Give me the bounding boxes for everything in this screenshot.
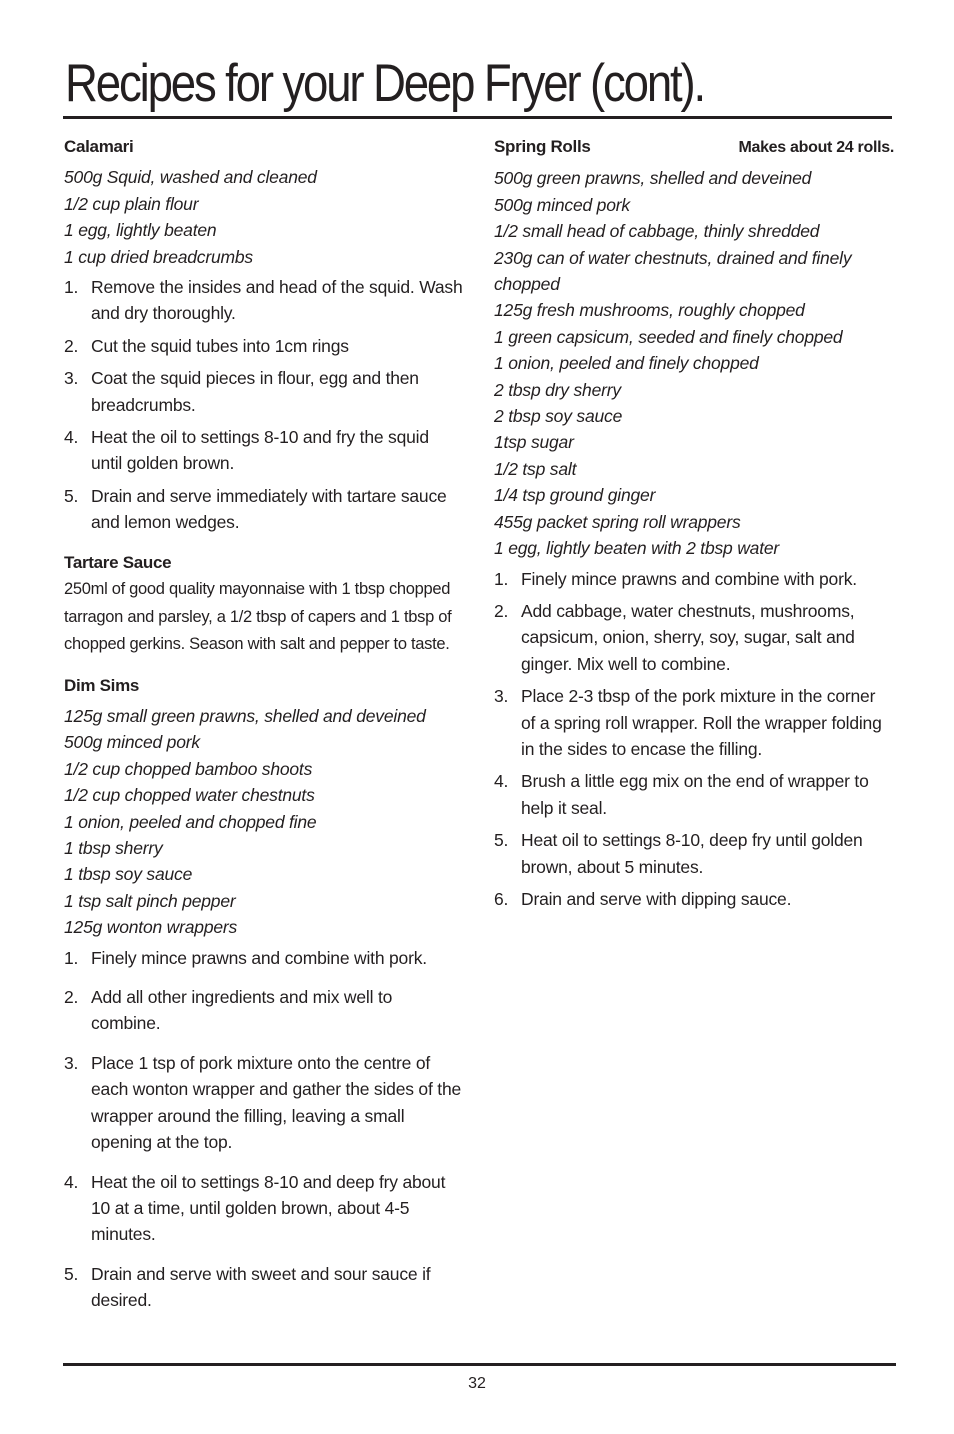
ingredient-item: 1 onion, peeled and finely chopped [494,353,759,374]
step-item: 1. Finely mince prawns and combine with pork. [64,947,427,968]
ingredient-item: 1tsp sugar [494,432,574,453]
calamari-heading: Calamari [64,137,134,156]
ingredient-item: 1/2 cup plain flour [64,193,199,214]
ingredient-item: 1 onion, peeled and chopped fine [64,811,317,832]
ingredient-item: 1 tsp salt pinch pepper [64,890,236,911]
step-item: 4. Heat the oil to settings 8-10 and deep fry about 10 at a time, until golden brown, about 4-5 minutes. [64,1171,446,1245]
ingredient-item: 1/2 cup chopped water chestnuts [64,785,315,806]
ingredient-item: 455g packet spring roll wrappers [494,511,741,532]
ingredient-item: 1 green capsicum, seeded and finely chopped [494,326,843,347]
step-item: 3. Coat the squid pieces in flour, egg and then breadcrumbs. [64,368,419,415]
ingredient-item: 1 cup dried breadcrumbs [64,246,253,267]
tartare-text: 250ml of good quality mayonnaise with 1 tbsp chopped tarragon and parsley, a 1/2 tbsp of capers and 1 tbsp of chopped gerkins. Season with salt and pepper to taste. [64,580,452,654]
ingredient-item: 125g wonton wrappers [64,917,238,938]
ingredient-item: 2 tbsp soy sauce [494,406,623,427]
tartare-sauce-recipe [64,550,464,659]
step-item: 5. Drain and serve immediately with tartare sauce and lemon wedges. [64,485,447,533]
step-item: 3. Place 1 tsp of pork mixture onto the centre of each wonton wrapper and gather the sides of the wrapper around the filling, leaving a small opening at the top. [64,1052,462,1153]
step-item: 3. Place 2-3 tbsp of the pork mixture in the corner of a spring roll wrapper. Roll the wrapper folding in the sides to encase the filling. [494,686,882,759]
step-item: 2. Add cabbage, water chestnuts, mushrooms, capsicum, onion, sherry, soy, sugar, salt and ginger. Mix well to combine. [494,600,855,674]
dim-sims-heading: Dim Sims [64,675,140,695]
bottom-rule [63,1363,896,1366]
step-item: 5. Heat oil to settings 8-10, deep fry until golden brown, about 5 minutes. [494,830,863,877]
step-item: 4. Brush a little egg mix on the end of wrapper to help it seal. [494,771,869,818]
ingredient-item: 1 tbsp sherry [64,838,163,859]
ingredient-item: 1 egg, lightly beaten [64,220,217,241]
left-column [64,134,464,1328]
ingredient-item: 230g can of water chestnuts, drained and finely chopped [494,247,852,295]
right-column [494,134,894,926]
ingredient-item: 500g Squid, washed and cleaned [64,167,317,188]
ingredient-item: 1/2 tsp salt [494,458,577,479]
step-item: 2. Add all other ingredients and mix well to combine. [64,987,393,1034]
tartare-heading: Tartare Sauce [64,552,172,572]
ingredient-item: 125g fresh mushrooms, roughly chopped [494,300,805,321]
calamari-ingredients [64,164,464,270]
step-item: 1. Finely mince prawns and combine with pork. [494,568,857,589]
ingredient-item: 500g minced pork [494,194,630,215]
step-item: 6. Drain and serve with dipping sauce. [494,888,792,909]
ingredient-item: 1 tbsp soy sauce [64,864,193,885]
spring-rolls-heading: Spring Rolls Makes about 24 rolls. [494,134,894,161]
calamari-steps [64,274,464,536]
ingredient-item: 500g green prawns, shelled and deveined [494,168,812,189]
step-item: 4. Heat the oil to settings 8-10 and fry the squid until golden brown. [64,427,429,474]
top-rule [63,116,892,119]
dim-sims-ingredients [64,703,464,941]
spring-rolls-steps [494,566,894,913]
ingredient-item: 2 tbsp dry sherry [494,379,621,400]
dim-sims-steps [64,945,464,1314]
ingredient-item: 1/4 tsp ground ginger [494,485,656,506]
page-number: 32 [468,1375,486,1392]
ingredient-item: 1/2 small head of cabbage, thinly shredded [494,221,820,242]
ingredient-item: 125g small green prawns, shelled and deveined [64,706,426,726]
dim-sims-recipe [64,673,464,1314]
ingredient-item: 1 egg, lightly beaten with 2 tbsp water [494,538,780,559]
spring-rolls-recipe [494,134,894,912]
ingredient-item: 500g minced pork [64,732,200,753]
step-item: 5. Drain and serve with sweet and sour sauce if desired. [64,1263,431,1311]
ingredient-item: 1/2 cup chopped bamboo shoots [64,758,313,779]
page-title: Recipes for your Deep Fryer (cont). [65,54,705,113]
spring-rolls-ingredients [494,165,894,561]
step-item: 1. Remove the insides and head of the squid. Wash and dry thoroughly. [64,277,463,324]
yield-note: Makes about 24 rolls. [738,139,894,156]
step-item: 2. Cut the squid tubes into 1cm rings [64,335,349,356]
calamari-recipe [64,134,464,536]
